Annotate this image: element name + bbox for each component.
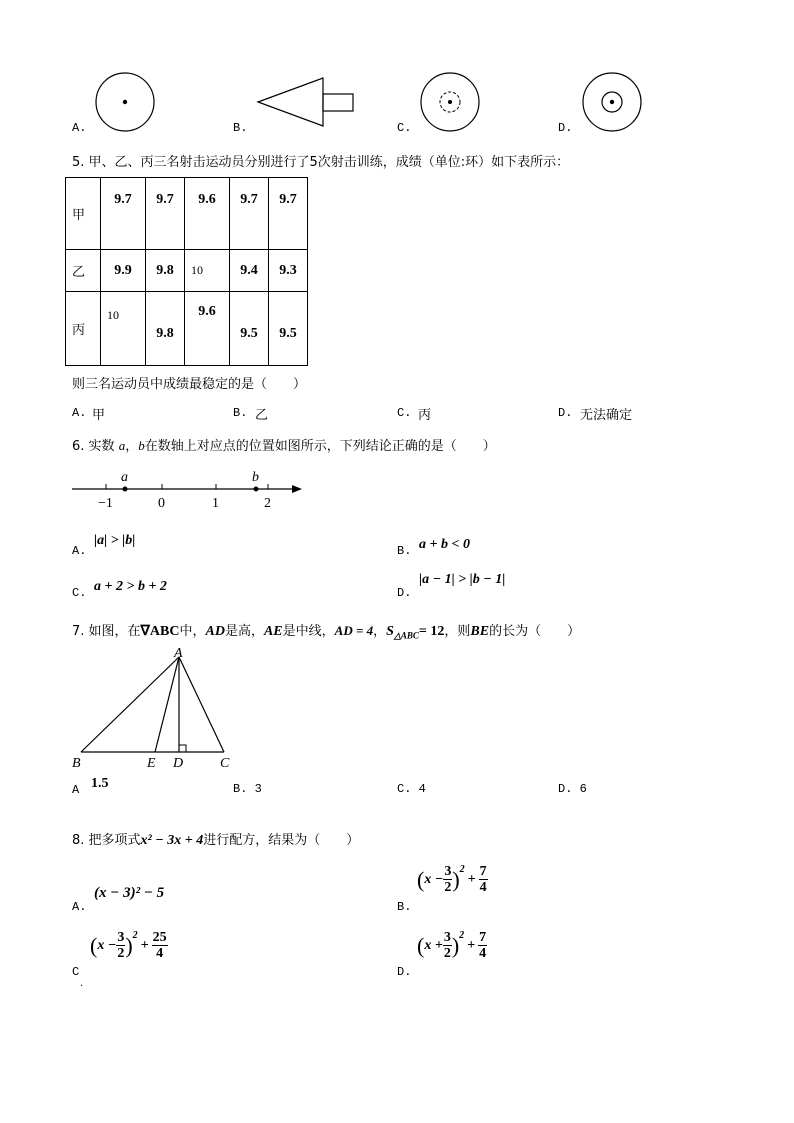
- fraction: $\frac{3}{2}$: [443, 930, 451, 961]
- q8-option-a-label[interactable]: A.: [72, 900, 87, 914]
- fraction: $\frac{7}{4}$: [479, 864, 487, 895]
- q8-poly: x² − 3x + 4: [140, 833, 204, 848]
- score-cell: 9.7: [146, 178, 185, 250]
- q7-option-b[interactable]: B. 3: [233, 782, 262, 796]
- tick-label: 0: [158, 496, 165, 511]
- score-cell: 9.5: [230, 292, 269, 366]
- q7-area-sub: △ABC: [393, 630, 419, 641]
- q4-figure-d: [581, 72, 643, 134]
- q7-ae: AE: [263, 624, 283, 639]
- q7-ad: AD: [205, 624, 225, 639]
- score-cell: 9.9: [101, 250, 146, 292]
- q7-ad-eq: AD = 4: [334, 623, 374, 638]
- q8-post: 进行配方，结果为（ ）: [203, 833, 360, 848]
- q6-comma: ，: [125, 439, 139, 454]
- q7-area-val: = 12: [418, 624, 445, 639]
- q7-mid5: ，则: [444, 624, 471, 639]
- score-cell: 9.6: [185, 178, 230, 250]
- score-cell: 9.7: [101, 178, 146, 250]
- q8-option-c[interactable]: ( x − $\frac{3}{2}$ ) $^2$ + $\frac{25}{4}$: [90, 930, 167, 961]
- q8-option-c-dot: .: [80, 978, 84, 989]
- score-cell: 10: [185, 250, 230, 292]
- q5-followup: 则三名运动员中成绩最稳定的是（ ）: [72, 377, 307, 392]
- fraction: $\frac{25}{4}$: [152, 930, 167, 961]
- row-name-jia: 甲: [66, 178, 101, 250]
- vertex-label-b: B: [72, 756, 81, 771]
- q8-option-d-label[interactable]: D.: [397, 965, 412, 979]
- q6-question: [72, 435, 496, 454]
- score-cell: 10: [101, 292, 146, 366]
- q7-mid4: ，: [373, 624, 387, 639]
- q6-option-c[interactable]: a + 2 > b + 2: [94, 579, 167, 594]
- q5-option-c-label[interactable]: C.: [397, 406, 412, 420]
- q7-option-c[interactable]: C. 4: [397, 782, 426, 796]
- q6-var-a: a: [118, 438, 126, 453]
- q5-option-b-label[interactable]: B.: [233, 406, 248, 420]
- q7-option-d[interactable]: D. 6: [558, 782, 587, 796]
- q7-mid3: 是中线，: [282, 624, 335, 639]
- q7-area-s: S: [386, 624, 394, 639]
- score-cell: 9.7: [230, 178, 269, 250]
- q8-option-c-label[interactable]: C: [72, 965, 80, 979]
- q7-triangle: ∇ABC: [140, 624, 180, 639]
- score-cell: 9.5: [269, 292, 308, 366]
- q6-option-b-label[interactable]: B.: [397, 544, 412, 558]
- score-cell: 9.7: [269, 178, 308, 250]
- q8-question: [72, 829, 359, 849]
- point-label-a: a: [121, 470, 128, 485]
- fraction: $\frac{3}{2}$: [117, 930, 125, 961]
- q8-option-d[interactable]: ( x + $\frac{3}{2}$ ) $^2$ + $\frac{7}{4}$: [417, 930, 487, 961]
- q6-option-d-label[interactable]: D.: [397, 586, 412, 600]
- q5-option-c-text[interactable]: 丙: [418, 408, 432, 423]
- q7-end: 的长为（ ）: [489, 624, 581, 639]
- q5-option-a-label[interactable]: A.: [72, 406, 87, 420]
- q4-option-c[interactable]: C.: [397, 121, 412, 135]
- q5-option-b-text[interactable]: 乙: [255, 408, 269, 423]
- q7-option-a[interactable]: 1.5: [91, 776, 109, 791]
- x-minus: x −: [424, 871, 444, 887]
- point-label-e: E: [147, 756, 156, 771]
- q6-option-a[interactable]: |a| > |b|: [94, 533, 136, 548]
- q7-be: BE: [470, 624, 490, 639]
- score-cell: 9.3: [269, 250, 308, 292]
- tick-label: 2: [264, 496, 271, 511]
- q5-question: 5. 甲、乙、丙三名射击运动员分别进行了5次射击训练，成绩（单位:环）如下表所示：: [72, 155, 570, 170]
- q5-option-d-text[interactable]: 无法确定: [580, 408, 633, 423]
- q8-pre: 8. 把多项式: [72, 833, 141, 848]
- score-cell: 9.4: [230, 250, 269, 292]
- tick-label: 1: [212, 496, 219, 511]
- row-name-yi: 乙: [66, 250, 101, 292]
- q7-pre: 7. 如图，在: [72, 624, 141, 639]
- score-cell: 9.8: [146, 292, 185, 366]
- point-label-d: D: [173, 756, 184, 771]
- q6-q-pre: 6. 实数: [72, 439, 115, 454]
- vertex-label-a: A: [174, 646, 183, 661]
- q4-option-b[interactable]: B.: [233, 121, 248, 135]
- q4-option-a[interactable]: A.: [72, 121, 87, 135]
- score-cell: 9.8: [146, 250, 185, 292]
- fraction: $\frac{3}{2}$: [444, 864, 452, 895]
- q7-mid1: 中，: [179, 624, 206, 639]
- q7-mid2: 是高，: [224, 624, 264, 639]
- q8-option-b[interactable]: ( x − $\frac{3}{2}$ ) $^2$ + $\frac{7}{4}$: [417, 864, 487, 895]
- q4-option-d[interactable]: D.: [558, 121, 573, 135]
- q5-option-d-label[interactable]: D.: [558, 406, 573, 420]
- q5-score-table: [65, 177, 308, 366]
- q6-option-c-label[interactable]: C.: [72, 586, 87, 600]
- q7-question: [72, 620, 580, 642]
- q6-q-post: 在数轴上对应点的位置如图所示，下列结论正确的是（ ）: [144, 439, 496, 454]
- q6-option-b[interactable]: a + b < 0: [419, 537, 470, 552]
- q6-option-d[interactable]: |a − 1| > |b − 1|: [419, 572, 506, 587]
- q6-option-a-label[interactable]: A.: [72, 544, 87, 558]
- q4-figure-c: [419, 72, 481, 134]
- q5-option-a-text[interactable]: 甲: [92, 408, 106, 423]
- q4-figure-b: [255, 75, 357, 131]
- q7-triangle-figure: [68, 645, 238, 773]
- fraction: $\frac{7}{4}$: [479, 930, 487, 961]
- point-label-b: b: [252, 470, 259, 485]
- q6-number-line: [68, 465, 308, 515]
- q8-option-a[interactable]: (x − 3)² − 5: [94, 885, 165, 901]
- tick-label: −1: [98, 496, 113, 511]
- q6-var-b: b: [138, 438, 145, 453]
- q4-figure-a: [94, 72, 156, 134]
- q8-option-b-label[interactable]: B.: [397, 900, 412, 914]
- vertex-label-c: C: [220, 756, 230, 771]
- q7-option-a-label[interactable]: A: [72, 783, 80, 797]
- row-name-bing: 丙: [66, 292, 101, 366]
- score-cell: 9.6: [185, 292, 230, 366]
